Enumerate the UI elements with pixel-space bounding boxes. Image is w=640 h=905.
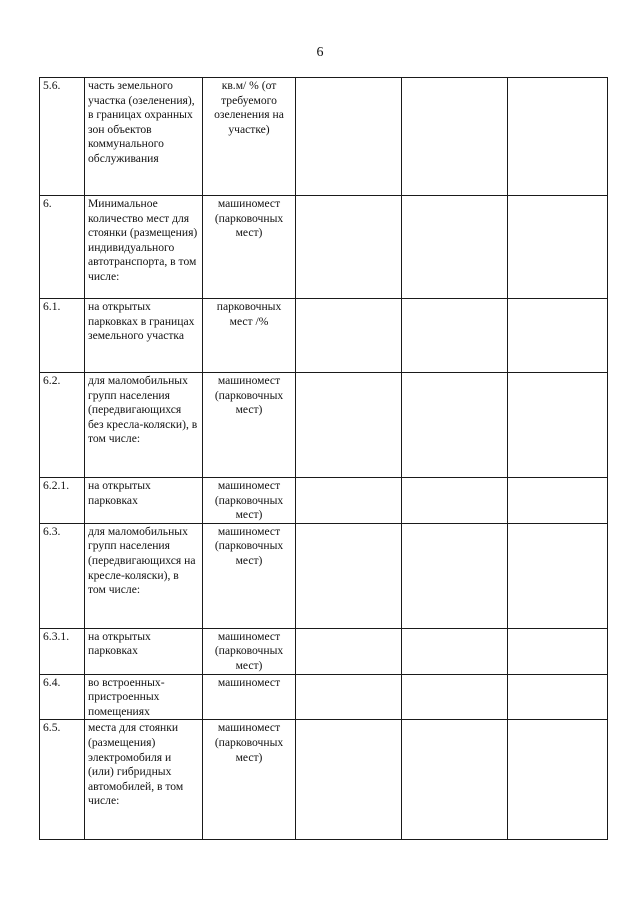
- value-cell: [508, 628, 608, 674]
- value-cell: [508, 373, 608, 478]
- row-unit: машиномест: [203, 674, 296, 720]
- row-name: часть земельного участка (озеленения), в границах охранных зон объектов коммунального обслуживания: [85, 78, 203, 196]
- row-unit: машиномест (парковочных мест): [203, 720, 296, 840]
- row-name: для маломобильных групп населения (передвигающихся на кресле-коляски), в том числе:: [85, 523, 203, 628]
- row-unit: машиномест (парковочных мест): [203, 196, 296, 299]
- table-row: [40, 78, 608, 196]
- value-cell: [296, 674, 402, 720]
- value-cell: [402, 628, 508, 674]
- value-cell: [402, 299, 508, 373]
- value-cell: [296, 373, 402, 478]
- row-number: 6.4.: [40, 674, 85, 720]
- value-cell: [508, 196, 608, 299]
- row-name: места для стоянки (размещения) электромобиля и (или) гибридных автомобилей, в том числе:: [85, 720, 203, 840]
- value-cell: [296, 628, 402, 674]
- table-row: [40, 628, 608, 674]
- row-number: 6.5.: [40, 720, 85, 840]
- value-cell: [402, 523, 508, 628]
- value-cell: [508, 78, 608, 196]
- value-cell: [508, 299, 608, 373]
- value-cell: [402, 373, 508, 478]
- row-unit: машиномест (парковочных мест): [203, 478, 296, 524]
- value-cell: [296, 478, 402, 524]
- table-row: [40, 674, 608, 720]
- row-number: 6.2.1.: [40, 478, 85, 524]
- value-cell: [296, 523, 402, 628]
- row-unit: машиномест (парковочных мест): [203, 373, 296, 478]
- value-cell: [296, 720, 402, 840]
- value-cell: [402, 478, 508, 524]
- value-cell: [296, 196, 402, 299]
- row-unit: парковочных мест /%: [203, 299, 296, 373]
- row-number: 6.3.: [40, 523, 85, 628]
- table-row: [40, 478, 608, 524]
- page-number: 6: [316, 45, 324, 60]
- value-cell: [402, 78, 508, 196]
- row-name: на открытых парковках: [85, 628, 203, 674]
- row-unit: машиномест (парковочных мест): [203, 628, 296, 674]
- row-number: 6.1.: [40, 299, 85, 373]
- row-unit: машиномест (парковочных мест): [203, 523, 296, 628]
- parameters-table: [39, 77, 608, 840]
- row-number: 6.2.: [40, 373, 85, 478]
- row-name: во встроенных-пристроенных помещениях: [85, 674, 203, 720]
- row-name: на открытых парковках в границах земельного участка: [85, 299, 203, 373]
- value-cell: [508, 720, 608, 840]
- table-row: [40, 720, 608, 840]
- row-name: для маломобильных групп населения (передвигающихся без кресла-коляски), в том числе:: [85, 373, 203, 478]
- value-cell: [508, 478, 608, 524]
- table-row: [40, 196, 608, 299]
- value-cell: [402, 196, 508, 299]
- value-cell: [296, 78, 402, 196]
- row-name: Минимальное количество мест для стоянки (размещения) индивидуального автотранспорта, в том числе:: [85, 196, 203, 299]
- value-cell: [508, 674, 608, 720]
- row-name: на открытых парковках: [85, 478, 203, 524]
- value-cell: [508, 523, 608, 628]
- value-cell: [402, 720, 508, 840]
- value-cell: [296, 299, 402, 373]
- row-number: 6.: [40, 196, 85, 299]
- table-row: [40, 299, 608, 373]
- table-row: [40, 373, 608, 478]
- row-unit: кв.м/ % (от требуемого озеленения на участке): [203, 78, 296, 196]
- row-number: 6.3.1.: [40, 628, 85, 674]
- value-cell: [402, 674, 508, 720]
- row-number: 5.6.: [40, 78, 85, 196]
- table-row: [40, 523, 608, 628]
